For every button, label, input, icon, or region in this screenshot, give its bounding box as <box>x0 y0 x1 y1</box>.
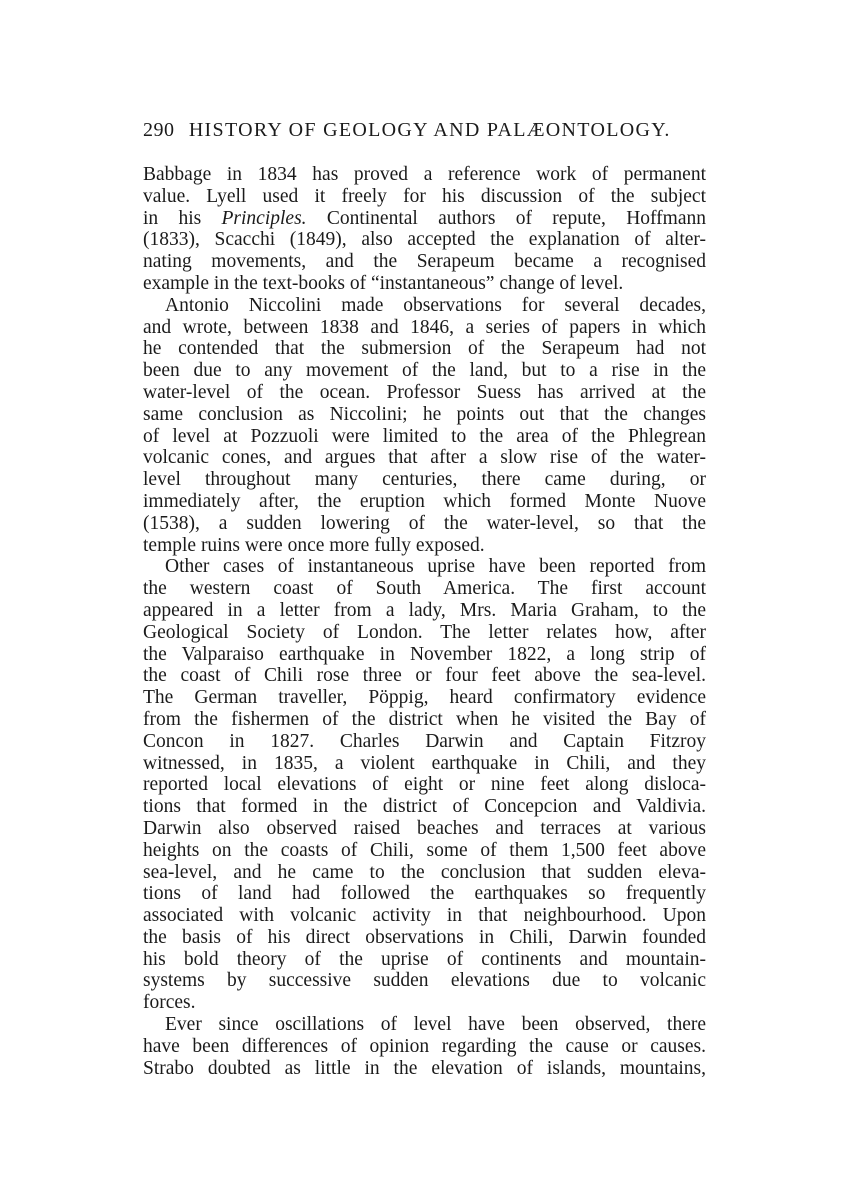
text-line: witnessed, in 1835, a violent earthquake in Chili, and they <box>143 752 706 774</box>
text-line: value. Lyell used it freely for his discussion of the subject <box>143 185 706 207</box>
text-line: he contended that the submersion of the Serapeum had not <box>143 338 706 360</box>
text-line: of level at Pozzuoli were limited to the area of the Phlegrean <box>143 425 706 447</box>
text-line: tions of land had followed the earthquakes so frequently <box>143 883 706 905</box>
text-line: (1538), a sudden lowering of the water-level, so that the <box>143 512 706 534</box>
text-line: his bold theory of the uprise of continents and mountain- <box>143 948 706 970</box>
text-line: immediately after, the eruption which formed Monte Nuove <box>143 490 706 512</box>
text-line: forces. <box>143 992 196 1014</box>
text-line: heights on the coasts of Chili, some of them 1,500 feet above <box>143 839 706 861</box>
body-text <box>143 164 706 1079</box>
text-line: water-level of the ocean. Professor Suess has arrived at the <box>143 381 706 403</box>
text-line: tions that formed in the district of Concepcion and Valdivia. <box>143 796 706 818</box>
text-line: from the fishermen of the district when he visited the Bay of <box>143 708 706 730</box>
text-line: (1833), Scacchi (1849), also accepted the explanation of alter- <box>143 229 706 251</box>
text-line: Strabo doubted as little in the elevation of islands, mountains, <box>143 1057 706 1079</box>
text-line: nating movements, and the Serapeum became a recognised <box>143 251 706 273</box>
running-header <box>143 118 723 142</box>
text-line: the coast of Chili rose three or four feet above the sea-level. <box>143 665 706 687</box>
text-line: the Valparaiso earthquake in November 1822, a long strip of <box>143 643 706 665</box>
text-line: the basis of his direct observations in Chili, Darwin founded <box>143 926 706 948</box>
text-line: Ever since oscillations of level have been observed, there <box>165 1014 706 1036</box>
text-line: example in the text-books of “instantaneous” change of level. <box>143 272 624 294</box>
text-line: same conclusion as Niccolini; he points out that the changes <box>143 403 706 425</box>
text-line: and wrote, between 1838 and 1846, a series of papers in which <box>143 316 706 338</box>
text-line: temple ruins were once more fully exposed. <box>143 534 485 556</box>
text-line: sea-level, and he came to the conclusion that sudden eleva- <box>143 861 706 883</box>
text-line: been due to any movement of the land, but to a rise in the <box>143 360 706 382</box>
text-line: Antonio Niccolini made observations for several decades, <box>165 294 706 316</box>
text-line: volcanic cones, and argues that after a slow rise of the water- <box>143 447 706 469</box>
page-number: 290 <box>143 119 175 141</box>
text-line: associated with volcanic activity in that neighbourhood. Upon <box>143 905 706 927</box>
text-line: have been differences of opinion regarding the cause or causes. <box>143 1035 706 1057</box>
text-line: reported local elevations of eight or nine feet along disloca- <box>143 774 706 796</box>
text-line: Darwin also observed raised beaches and terraces at various <box>143 817 706 839</box>
text-line: appeared in a letter from a lady, Mrs. Maria Graham, to the <box>143 599 706 621</box>
text-line: level throughout many centuries, there came during, or <box>143 469 706 491</box>
text-line: Other cases of instantaneous uprise have been reported from <box>165 556 706 578</box>
text-line: in his Principles. Continental authors of repute, Hoffmann <box>143 207 706 229</box>
text-line: Concon in 1827. Charles Darwin and Captain Fitzroy <box>143 730 706 752</box>
text-line: systems by successive sudden elevations due to volcanic <box>143 970 706 992</box>
text-line: Geological Society of London. The letter relates how, after <box>143 621 706 643</box>
italic-title: Principles. <box>221 207 307 229</box>
running-title: HISTORY OF GEOLOGY AND PALÆONTOLOGY. <box>188 119 671 141</box>
text-line: the western coast of South America. The first account <box>143 578 706 600</box>
text-line: Babbage in 1834 has proved a reference work of permanent <box>143 164 706 185</box>
text-line: The German traveller, Pöppig, heard confirmatory evidence <box>143 687 706 709</box>
